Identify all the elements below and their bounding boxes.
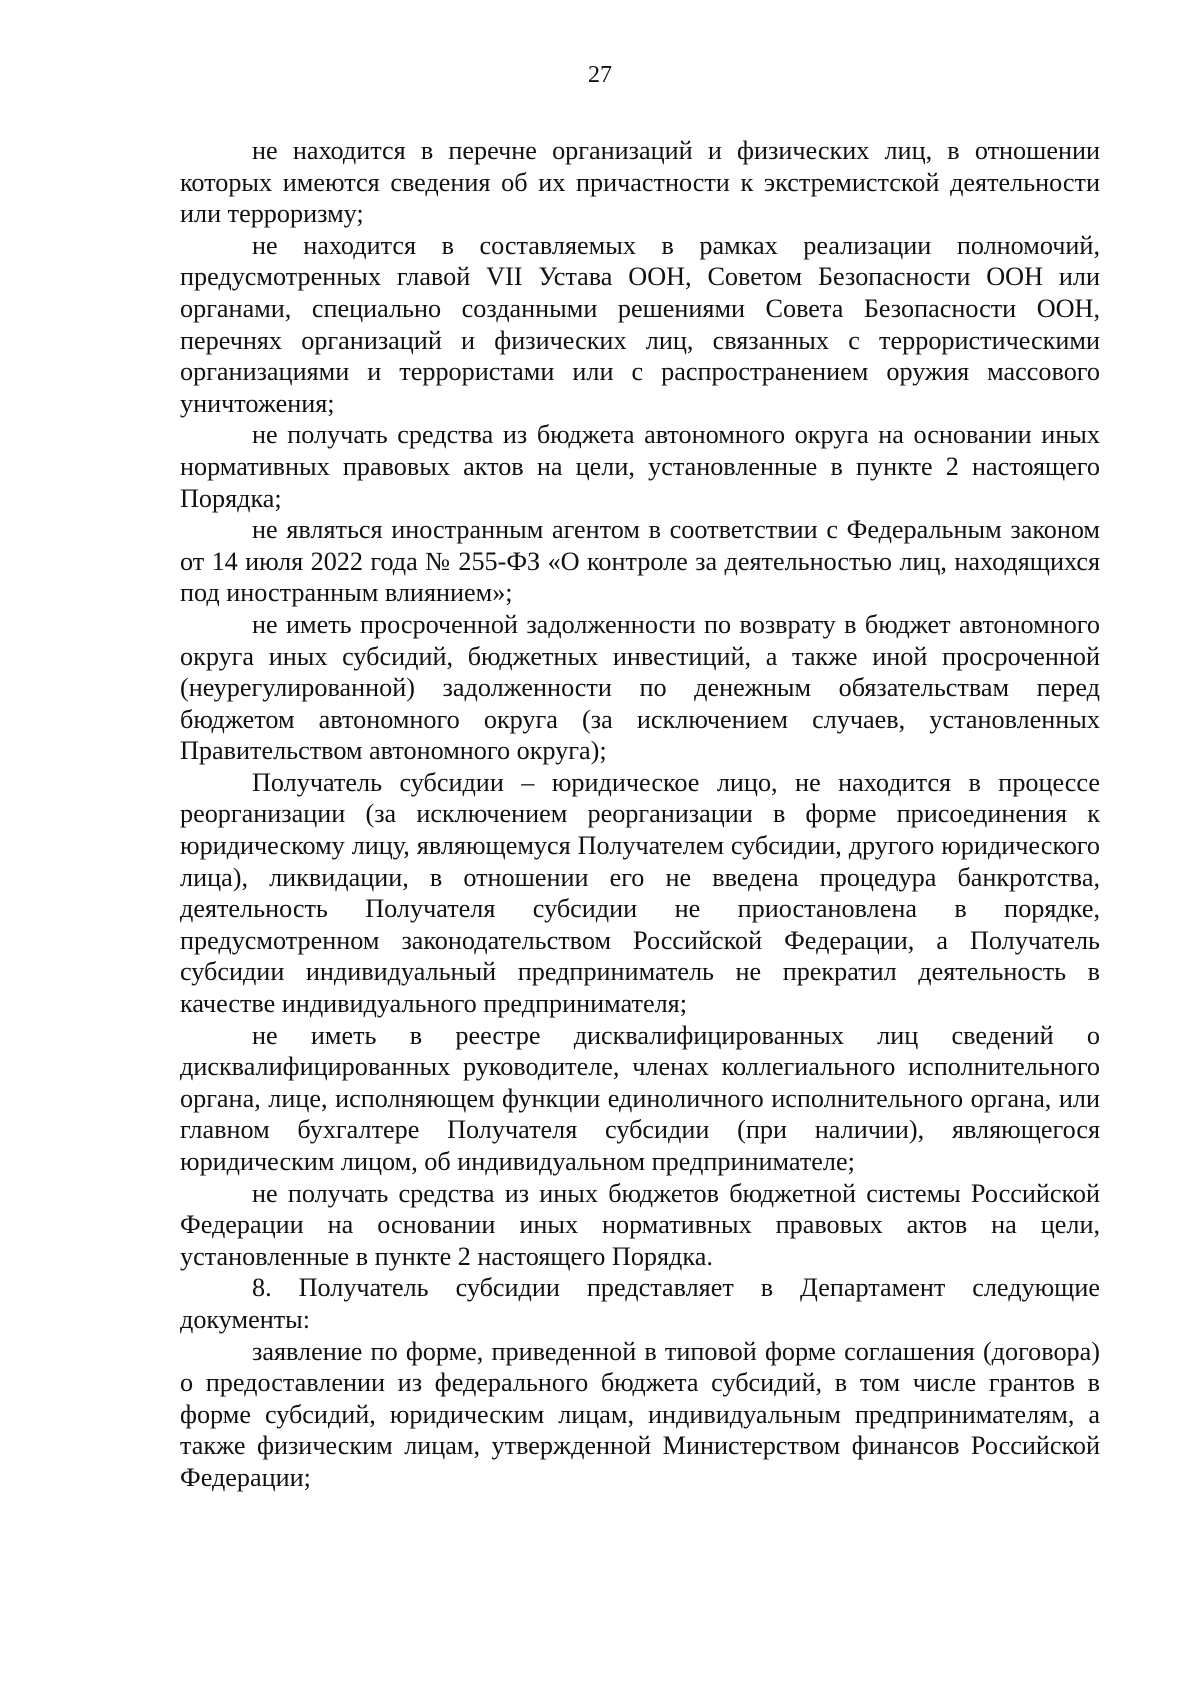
paragraph-not-in-un-sanctions-list: не находится в составляемых в рамках реализации полномочий, предусмотренных главой VII Устава ООН, Советом Безопасности ООН или органами, специально созданными решениями Совета Безопасности ООН, перечнях организаций и физических лиц, связанных с террористическими организациями и террористами или с распространением оружия массового уничтожения; bbox=[180, 230, 1100, 418]
paragraph-no-overdue-debt: не иметь просроченной задолженности по возврату в бюджет автономного округа иных субсидий, бюджетных инвестиций, а также иной просроченной (неурегулированной) задолженности по денежным обязательствам перед бюджетом автономного округа (за исключением случаев, установленных Правительством автономного округа); bbox=[180, 609, 1100, 766]
paragraph-not-foreign-agent: не являться иностранным агентом в соответствии с Федеральным законом от 14 июля 2022 года № 255-ФЗ «О контроле за деятельностью лиц, находящихся под иностранным влиянием»; bbox=[180, 515, 1100, 608]
paragraph-section-8-documents: 8. Получатель субсидии представляет в Департамент следующие документы: bbox=[180, 1273, 1100, 1334]
paragraph-not-in-extremism-list: не находится в перечне организаций и физических лиц, в отношении которых имеются сведения об их причастности к экстремистской деятельности или терроризму; bbox=[180, 136, 1100, 229]
paragraph-no-other-budget-funds: не получать средства из иных бюджетов бюджетной системы Российской Федерации на основании иных нормативных правовых актов на цели, установленные в пункте 2 настоящего Порядка. bbox=[180, 1178, 1100, 1271]
paragraph-no-budget-funds-same-goals: не получать средства из бюджета автономного округа на основании иных нормативных правовых актов на цели, установленные в пункте 2 настоящего Порядка; bbox=[180, 420, 1100, 513]
paragraph-no-reorganization-liquidation: Получатель субсидии – юридическое лицо, не находится в процессе реорганизации (за исключением реорганизации в форме присоединения к юридическому лицу, являющемуся Получателем субсидии, другого юридического лица), ликвидации, в отношении его не введена процедура банкротства, деятельность Получателя субсидии не приостановлена в порядке, предусмотренном законодательством Российской Федерации, а Получатель субсидии индивидуальный предприниматель не прекратил деятельность в качестве индивидуального предпринимателя; bbox=[180, 767, 1100, 1019]
paragraph-application-form: заявление по форме, приведенной в типовой форме соглашения (договора) о предоставлении из федерального бюджета субсидий, в том числе грантов в форме субсидий, юридическим лицам, индивидуальным предпринимателям, а также физическим лицам, утвержденной Министерством финансов Российской Федерации; bbox=[180, 1336, 1100, 1492]
document-body bbox=[180, 135, 1100, 1494]
page-number: 27 bbox=[588, 62, 612, 88]
paragraph-no-disqualified-persons: не иметь в реестре дисквалифицированных лиц сведений о дисквалифицированных руководителе, членах коллегиального исполнительного органа, лице, исполняющем функции единоличного исполнительного органа, или главном бухгалтере Получателя субсидии (при наличии), являющегося юридическим лицом, об индивидуальном предпринимателе; bbox=[180, 1020, 1100, 1176]
